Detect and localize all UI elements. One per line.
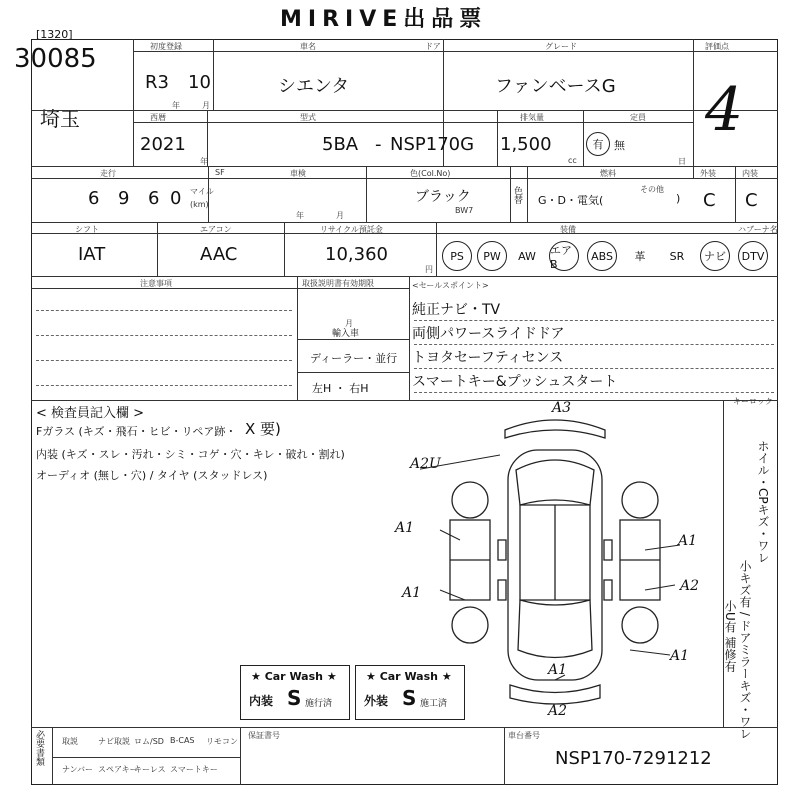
- insp-year-mark: 年: [296, 211, 304, 220]
- car-wash-grade-2: S: [402, 686, 417, 710]
- footer-item-b-2: キーレス: [134, 765, 166, 774]
- score-value: 4: [705, 75, 744, 145]
- mile-mark: マイル: [190, 187, 214, 196]
- label-fuel: 燃料: [600, 169, 616, 178]
- dealer-label: ディーラー・並行: [310, 352, 398, 365]
- km-mark: (km): [190, 200, 209, 209]
- sales-point-3: トヨタセーフティセンス: [412, 350, 564, 366]
- manual-month: 月: [345, 319, 353, 328]
- import-label: 輸入車: [332, 329, 360, 339]
- label-equipment: 装備: [560, 225, 576, 234]
- recycle-value: 10,360: [325, 244, 388, 265]
- side-text-2: 小キズ有 / ドアミラーキズ・ワレ: [738, 560, 752, 740]
- car-wash-stamp-interior: [240, 665, 350, 720]
- mark-a2-rear: A2: [548, 703, 568, 719]
- footer-item-b-1: スペアキー: [98, 765, 138, 774]
- label-int: 内装: [742, 169, 758, 178]
- label-doors: ドア: [425, 42, 441, 51]
- lot-code: [1320]: [36, 28, 73, 41]
- mileage-digit-1: 6: [88, 188, 100, 209]
- sales-point-2: 両側パワースライドドア: [412, 326, 565, 342]
- footer-item-1: ナビ取説: [98, 737, 130, 746]
- cc-mark: cc: [568, 156, 577, 165]
- reg-year: R3: [145, 72, 169, 93]
- equipment-2: AW: [518, 249, 536, 263]
- model-prefix: 5BA: [322, 134, 359, 155]
- equipment-0: PS: [442, 241, 472, 271]
- fuel-close: ): [676, 192, 681, 205]
- turbo-no: 無: [614, 139, 625, 152]
- car-diagram: [420, 400, 720, 725]
- footer-item-b-3: スマートキー: [170, 765, 218, 774]
- label-score: 評価点: [705, 42, 729, 51]
- footer-vertical-label: 必要書類: [34, 730, 44, 766]
- side-text-3: 小U有 補修有: [723, 600, 737, 673]
- interior-value: C: [745, 190, 758, 211]
- mark-a1-left-bottom: A1: [402, 585, 422, 601]
- mark-a1-left-top: A1: [395, 520, 415, 536]
- yen-mark: 円: [425, 265, 433, 274]
- car-wash-title-2: ★ Car Wash ★: [366, 670, 452, 683]
- equipment-5: 革: [634, 250, 646, 263]
- aircon-value: AAC: [200, 244, 238, 265]
- mark-a1-right-bottom: A1: [670, 648, 690, 664]
- car-wash-title-1: ★ Car Wash ★: [251, 670, 337, 683]
- footer-item-b-0: ナンバー: [62, 765, 94, 774]
- mileage-digit-4: 0: [170, 188, 182, 209]
- label-mileage: 走行: [100, 169, 116, 178]
- car-name: シエンタ: [278, 76, 350, 97]
- car-wash-note-2: 施工済: [420, 699, 448, 709]
- chassis-label: 車台番号: [508, 731, 540, 740]
- car-wash-grade-1: S: [287, 686, 302, 710]
- equipment-4: ABS: [587, 241, 617, 271]
- label-sf: SF: [215, 168, 225, 177]
- mark-a2u: A2U: [410, 456, 441, 472]
- cc-value: 1,500: [500, 134, 552, 155]
- label-capacity: 定員: [630, 113, 646, 122]
- footer-item-3: B-CAS: [170, 736, 195, 745]
- mark-a2-right: A2: [680, 578, 700, 594]
- car-wash-note-1: 施行済: [305, 699, 333, 709]
- label-first-reg: 初度登録: [150, 42, 182, 51]
- label-displacement: 排気量: [520, 113, 544, 122]
- label-model: 型式: [300, 113, 316, 122]
- fuel-other: その他: [640, 185, 664, 194]
- chassis-number: NSP170-7291212: [555, 748, 712, 769]
- year-mark-2: 年: [200, 157, 208, 166]
- inspector-heading: < 検査員記入欄 >: [36, 406, 145, 421]
- side-text-1: ホイル・CPキズ・ワレ: [756, 440, 770, 564]
- mileage-digit-2: 9: [118, 188, 130, 209]
- reg-month: 10: [188, 72, 211, 93]
- label-inspection: 車検: [290, 169, 306, 178]
- equipment-6: SR: [669, 249, 685, 263]
- label-color: 色(Col.No): [410, 169, 451, 178]
- label-sales-points: <セールスポイント>: [412, 281, 489, 290]
- insp-month-mark: 月: [336, 211, 344, 220]
- model-code: NSP170G: [390, 134, 475, 155]
- label-notes: 注意事項: [140, 279, 172, 288]
- label-shift: シフト: [75, 225, 99, 234]
- handle-label: 左H ・ 右H: [312, 382, 369, 395]
- inspector-line-3: オーディオ (無し・穴) / タイヤ (スタッドレス): [36, 469, 268, 482]
- equipment-1: PW: [477, 241, 507, 271]
- mileage-digit-3: 6: [148, 188, 160, 209]
- equipment-3: エアB: [549, 241, 579, 271]
- footer-item-4: リモコン: [206, 737, 238, 746]
- label-grade: グレード: [545, 42, 577, 51]
- equipment-7: ナビ: [700, 241, 730, 271]
- car-wash-label-2: 外装: [364, 694, 389, 708]
- mark-a1-right-top: A1: [678, 533, 698, 549]
- sheet-title: MIRIVE出品票: [280, 7, 488, 32]
- inspector-line-1: Fガラス (キズ・飛石・ヒビ・リペア跡・: [36, 425, 237, 438]
- inspector-line-2: 内装 (キズ・スレ・汚れ・シミ・コゲ・穴・キレ・破れ・割れ): [36, 448, 345, 461]
- label-recycle: リサイクル預託金: [320, 225, 383, 234]
- year-mark: 年: [172, 101, 180, 110]
- day-mark: 日: [678, 157, 686, 166]
- turbo-yes: 有: [586, 132, 610, 156]
- exterior-value: C: [703, 190, 716, 211]
- label-year: 西暦: [150, 113, 166, 122]
- label-hub: ハブーナ名: [738, 225, 778, 234]
- footer-item-0: 取説: [62, 737, 78, 746]
- cert-label: 保証書号: [248, 731, 280, 740]
- color-code: BW7: [455, 206, 474, 215]
- lot-number: 30085: [14, 44, 97, 74]
- label-ext: 外装: [700, 169, 716, 178]
- month-mark: 月: [202, 101, 210, 110]
- mark-a1-rear: A1: [548, 662, 568, 678]
- label-aircon: エアコン: [200, 225, 232, 234]
- model-dash: -: [375, 134, 382, 155]
- footer-item-2: ロム/SD: [134, 737, 164, 746]
- label-manual: 取扱説明書有効期限: [302, 279, 374, 288]
- shift-value: IAT: [78, 244, 106, 265]
- year-value: 2021: [140, 134, 186, 155]
- repaint-label: 色替: [512, 186, 522, 204]
- mark-a3: A3: [552, 400, 572, 416]
- sales-point-1: 純正ナビ・TV: [412, 302, 501, 318]
- prefecture: 埼玉: [40, 107, 80, 131]
- car-grade: ファンベースG: [495, 76, 616, 97]
- equipment-8: DTV: [738, 241, 768, 271]
- color-name: ブラック: [415, 189, 471, 205]
- inspector-line-1-mark: X 要): [245, 420, 281, 438]
- car-wash-stamp-exterior: [355, 665, 465, 720]
- key-lock-label: キーロック: [733, 397, 773, 406]
- fuel-value: G・D・電気(: [538, 194, 604, 207]
- label-car-name: 車名: [300, 42, 316, 51]
- car-wash-label-1: 内装: [249, 694, 274, 708]
- sales-point-4: スマートキー&プッシュスタート: [412, 374, 618, 390]
